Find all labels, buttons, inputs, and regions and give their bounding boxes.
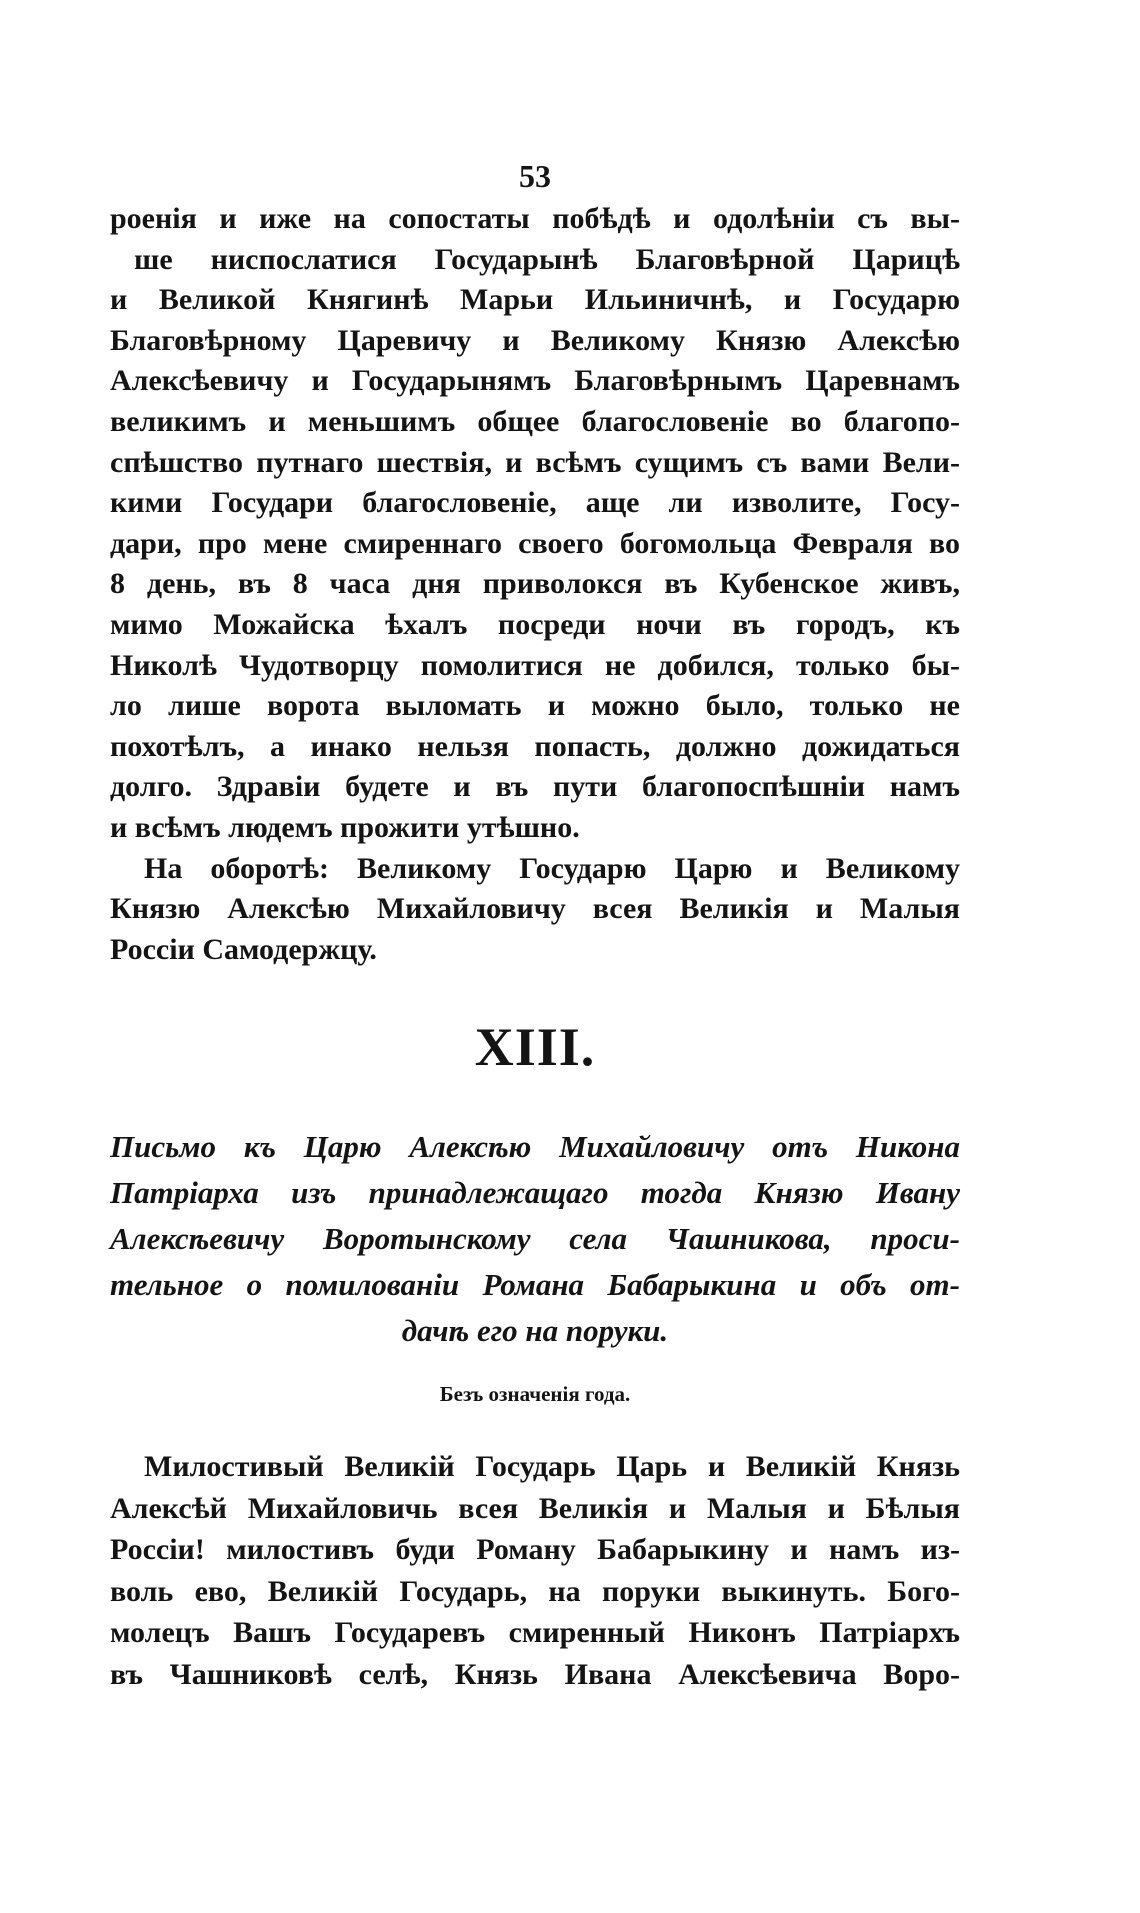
- letter-heading: [110, 1124, 960, 1354]
- text-line: долго. Здравіи будете и въ пути благопоспѣшніи намъ: [110, 770, 960, 804]
- text-line: роенія и иже на сопостаты побѣдѣ и одолѣніи съ вы-: [110, 202, 960, 235]
- heading-line: Письмо къ Царю Алексѣю Михайловичу отъ Никона: [110, 1129, 960, 1164]
- date-note: Безъ означенія года.: [439, 1382, 631, 1406]
- text-line: дари, про мене смиреннаго своего богомольца Февраля во: [110, 526, 960, 560]
- text-line: 8 день, въ 8 часа дня приволокся въ Кубенское живъ,: [110, 567, 960, 601]
- heading-line: Алексѣевичу Воротынскому села Чашникова, проси-: [110, 1221, 960, 1256]
- text-line: кими Государи благословеніе, аще ли изволите, Госу-: [110, 486, 960, 520]
- text-line: Алексѣй Михайловичь всея Великія и Малыя и Бѣлыя: [110, 1491, 960, 1525]
- text-line: Россіи! милостивъ буди Роману Бабарыкину и намъ из-: [110, 1533, 960, 1566]
- text-line: Благовѣрному Царевичу и Великому Князю Алексѣю: [110, 323, 960, 357]
- text-line: Алексѣевичу и Государынямъ Благовѣрнымъ Царевнамъ: [110, 364, 960, 398]
- heading-line: Патріарха изъ принадлежащаго тогда Князю Ивану: [110, 1175, 960, 1210]
- heading-line: тельное о помилованіи Романа Бабарыкина и объ от-: [110, 1267, 960, 1302]
- text-line: мимо Можайска ѣхалъ посреди ночи въ городъ, къ: [110, 607, 960, 641]
- page-number: 53: [519, 158, 551, 194]
- heading-line: дачѣ его на поруки.: [401, 1313, 669, 1348]
- text-line: ло лише ворота выломать и можно было, только не: [110, 689, 960, 723]
- address-note-line: На оборотѣ: Великому Государю Царю и Великому: [144, 851, 960, 885]
- letter-text: [110, 1446, 960, 1695]
- text-line: спѣшство путнаго шествія, и всѣмъ сущимъ съ вами Вели-: [110, 445, 960, 479]
- continued-letter-text: [110, 199, 960, 970]
- address-note-line: Россіи Самодержцу.: [110, 932, 377, 966]
- text-line: Николѣ Чудотворцу помолитися не добился, только бы-: [110, 648, 960, 682]
- text-line: похотѣлъ, а инако нельзя попасть, должно дожидаться: [110, 729, 960, 763]
- text-line: молецъ Вашъ Государевъ смиренный Никонъ Патріархъ: [110, 1616, 960, 1649]
- text-line: Милостивый Великій Государь Царь и Великій Князь: [144, 1450, 960, 1483]
- text-line: и всѣмъ людемъ прожити утѣшно.: [110, 810, 580, 844]
- section-number: XIII.: [474, 1017, 596, 1077]
- text-line: ше ниспослатися Государынѣ Благовѣрной Царицѣ: [134, 242, 960, 276]
- text-line: и Великой Княгинѣ Марьи Ильиничнѣ, и Государю: [110, 283, 960, 317]
- text-line: великимъ и меньшимъ общее благословеніе во благопо-: [110, 404, 960, 438]
- text-line: въ Чашниковѣ селѣ, Князь Ивана Алексѣевича Воро-: [110, 1657, 960, 1691]
- text-line: воль ево, Великій Государь, на поруки выкинуть. Бого-: [110, 1574, 960, 1608]
- address-note-line: Князю Алексѣю Михайловичу всея Великія и Малыя: [110, 892, 960, 926]
